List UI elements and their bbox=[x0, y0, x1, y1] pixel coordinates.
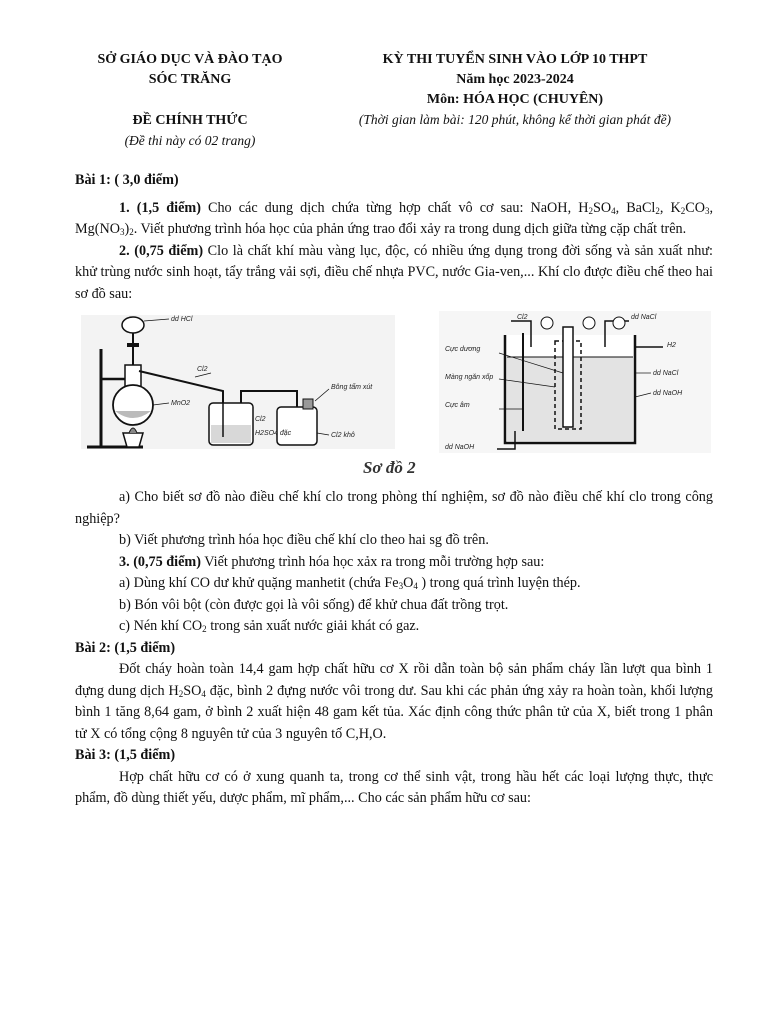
formula-h2so4: $H_2SO_4$ bbox=[578, 199, 616, 216]
header-left bbox=[60, 50, 320, 150]
formula-cho: C,H,O bbox=[345, 725, 383, 742]
time-note: (Thời gian làm bài: 120 phút, không kể thời gian phát đề) bbox=[358, 112, 672, 127]
label-naoh-tank: dd NaOH bbox=[653, 390, 683, 397]
electrolysis-diagram bbox=[435, 307, 715, 457]
bai3-text: Hợp chất hữu cơ có ở xung quanh ta, trong cơ thể sinh vật, trong hầu hết các loại lượng thực, thực phẩm, đồ dùng thiết yếu, dược phẩm, mĩ phẩm,... Cho các sản phẩm hữu cơ sau: bbox=[75, 768, 713, 806]
label-cl2-out: Cl2 bbox=[517, 314, 528, 321]
bai2-text: Đốt cháy hoàn toàn 14,4 gam hợp chất hữu cơ X rồi dẫn toàn bộ sản phẩm cháy lần lượt qua bình 1 đựng dung dịch $H_2SO_4$ đặc, bình 2 đựng nước vôi trong dư. Sau khi các phản ứng xảy ra hoàn toàn, khối lượng bình 1 tăng 8,64 gam, ở bình 2 xuất hiện 48 gam kết tủa. Xác định công thức phân tử của X, biết trong 1 phân tử X có tổng cộng 8 nguyên tử của 3 nguyên tố C,H,O. bbox=[75, 661, 713, 742]
q3-number: 3. bbox=[119, 553, 130, 570]
formula-co: CO bbox=[190, 575, 211, 591]
label-h2-out: H2 bbox=[667, 342, 676, 349]
chlorine-diagram bbox=[73, 307, 713, 483]
label-cathode: Cực âm bbox=[445, 402, 470, 409]
q2-text: Clo là chất khí màu vàng lục, độc, có nhiều ứng dụng trong đời sống và sản xuất như: khử trùng nước sinh hoạt, tẩy trắng vải sợi, điều chế nhựa PVC, nước Gia-ven,... Khí clo được điều chế theo hai sơ đồ sau: bbox=[75, 242, 713, 302]
subject: Môn: HÓA HỌC (CHUYÊN) bbox=[426, 92, 604, 107]
bai1-q3b: b) Bón vôi bột (còn được gọi là vôi sống) để khử chua đất trồng trọt. bbox=[119, 596, 509, 613]
q3-text: Viết phương trình hóa học xảx ra trong mỗi trường hợp sau: bbox=[200, 553, 545, 570]
bai1-q3a: a) Dùng khí CO dư khử quặng manhetit (chứa $Fe_3O_4$ ) trong quá trình luyện thép. bbox=[119, 575, 581, 591]
formula-naoh: NaOH bbox=[530, 199, 568, 216]
header-right bbox=[320, 50, 710, 129]
q1-text: Cho các dung dịch chứa từng hợp chất vô cơ sau: bbox=[200, 199, 531, 216]
bai2-title: Bài 2: (1,5 điểm) bbox=[75, 639, 176, 656]
q3-points: (0,75 điểm) bbox=[133, 553, 201, 570]
exam-body bbox=[75, 170, 713, 810]
formula-mgno32: $Mg(NO_3)_2$ bbox=[75, 221, 134, 237]
formula-k2co3: $K_2CO_3$ bbox=[670, 199, 710, 216]
formula-bacl2: BaCl$_2$ bbox=[626, 199, 660, 216]
bai3-title: Bài 3: (1,5 điểm) bbox=[75, 747, 176, 763]
label-membrane: Màng ngăn xốp bbox=[445, 374, 494, 381]
department-name: SỞ GIÁO DỤC VÀ ĐÀO TẠO bbox=[97, 52, 283, 67]
q1-number: 1. (1,5 điểm) bbox=[119, 199, 201, 216]
formula-h2so4-b2: $H_2SO_4$ bbox=[168, 682, 206, 699]
school-year: Năm học 2023-2024 bbox=[456, 72, 574, 87]
lab-setup-diagram bbox=[73, 307, 403, 457]
formula-fe3o4: $Fe_3O_4$ bbox=[384, 575, 418, 591]
label-cotton: Bông tẩm xút bbox=[331, 384, 373, 391]
bai1-q3 bbox=[75, 552, 713, 574]
label-dd-hcl: dd HCl bbox=[171, 316, 193, 323]
bai1-q2b: b) Viết phương trình hóa học điều chế khí clo theo hai sg đồ trên. bbox=[119, 532, 489, 548]
label-cl2-bottle: Cl2 bbox=[255, 416, 266, 423]
bai1-q3c: c) Nén khí $CO_2$ trong sản xuất nước giải khát có gaz. bbox=[119, 618, 420, 634]
label-dry-cl2: Cl2 khô bbox=[331, 432, 355, 439]
label-naoh-out: dd NaOH bbox=[445, 444, 475, 451]
bai1-q1: 1. (1,5 điểm) Cho các dung dịch chứa từng hợp chất vô cơ sau: NaOH, $H_2SO_4$, BaCl$_2$, $K_2CO_3$, $Mg(NO_3)_2$. Viết phương trình hóa học của phản ứng trao đổi xảy ra trong dung dịch giữa từng cặp chất trên. bbox=[75, 199, 714, 237]
official-label: ĐỀ CHÍNH THỨC bbox=[132, 113, 248, 128]
bai1-q2a: a) Cho biết sơ đồ nào điều chế khí clo trong phòng thí nghiệm, sơ đồ nào điều chế khí clo trong công nghiệp? bbox=[75, 489, 713, 527]
pages-note: (Đề thi này có 02 trang) bbox=[124, 133, 256, 148]
label-mno2: MnO2 bbox=[171, 400, 191, 407]
label-nacl-tank: dd NaCl bbox=[653, 370, 679, 377]
formula-co2: $CO_2$ bbox=[182, 618, 207, 634]
formula-x: X bbox=[398, 661, 409, 677]
label-anode: Cực dương bbox=[445, 346, 481, 353]
bai1-q2 bbox=[75, 241, 713, 306]
q1-text-end: Viết phương trình hóa học của phản ứng trao đổi xảy ra trong dung dịch giữa từng cặp chất trên. bbox=[137, 221, 687, 237]
figure-caption: Sơ đồ 2 bbox=[363, 458, 416, 477]
province-name: SÓC TRĂNG bbox=[148, 72, 232, 87]
exam-title: KỲ THI TUYỂN SINH VÀO LỚP 10 THPT bbox=[382, 52, 648, 67]
label-cl2-tube: Cl2 bbox=[197, 366, 208, 373]
label-h2so4: H2SO4 đặc bbox=[255, 430, 292, 437]
label-nacl-in: dd NaCl bbox=[631, 314, 657, 321]
bai1-title: Bài 1: ( 3,0 điểm) bbox=[75, 172, 179, 188]
q2-number: 2. (0,75 điểm) bbox=[119, 242, 204, 259]
